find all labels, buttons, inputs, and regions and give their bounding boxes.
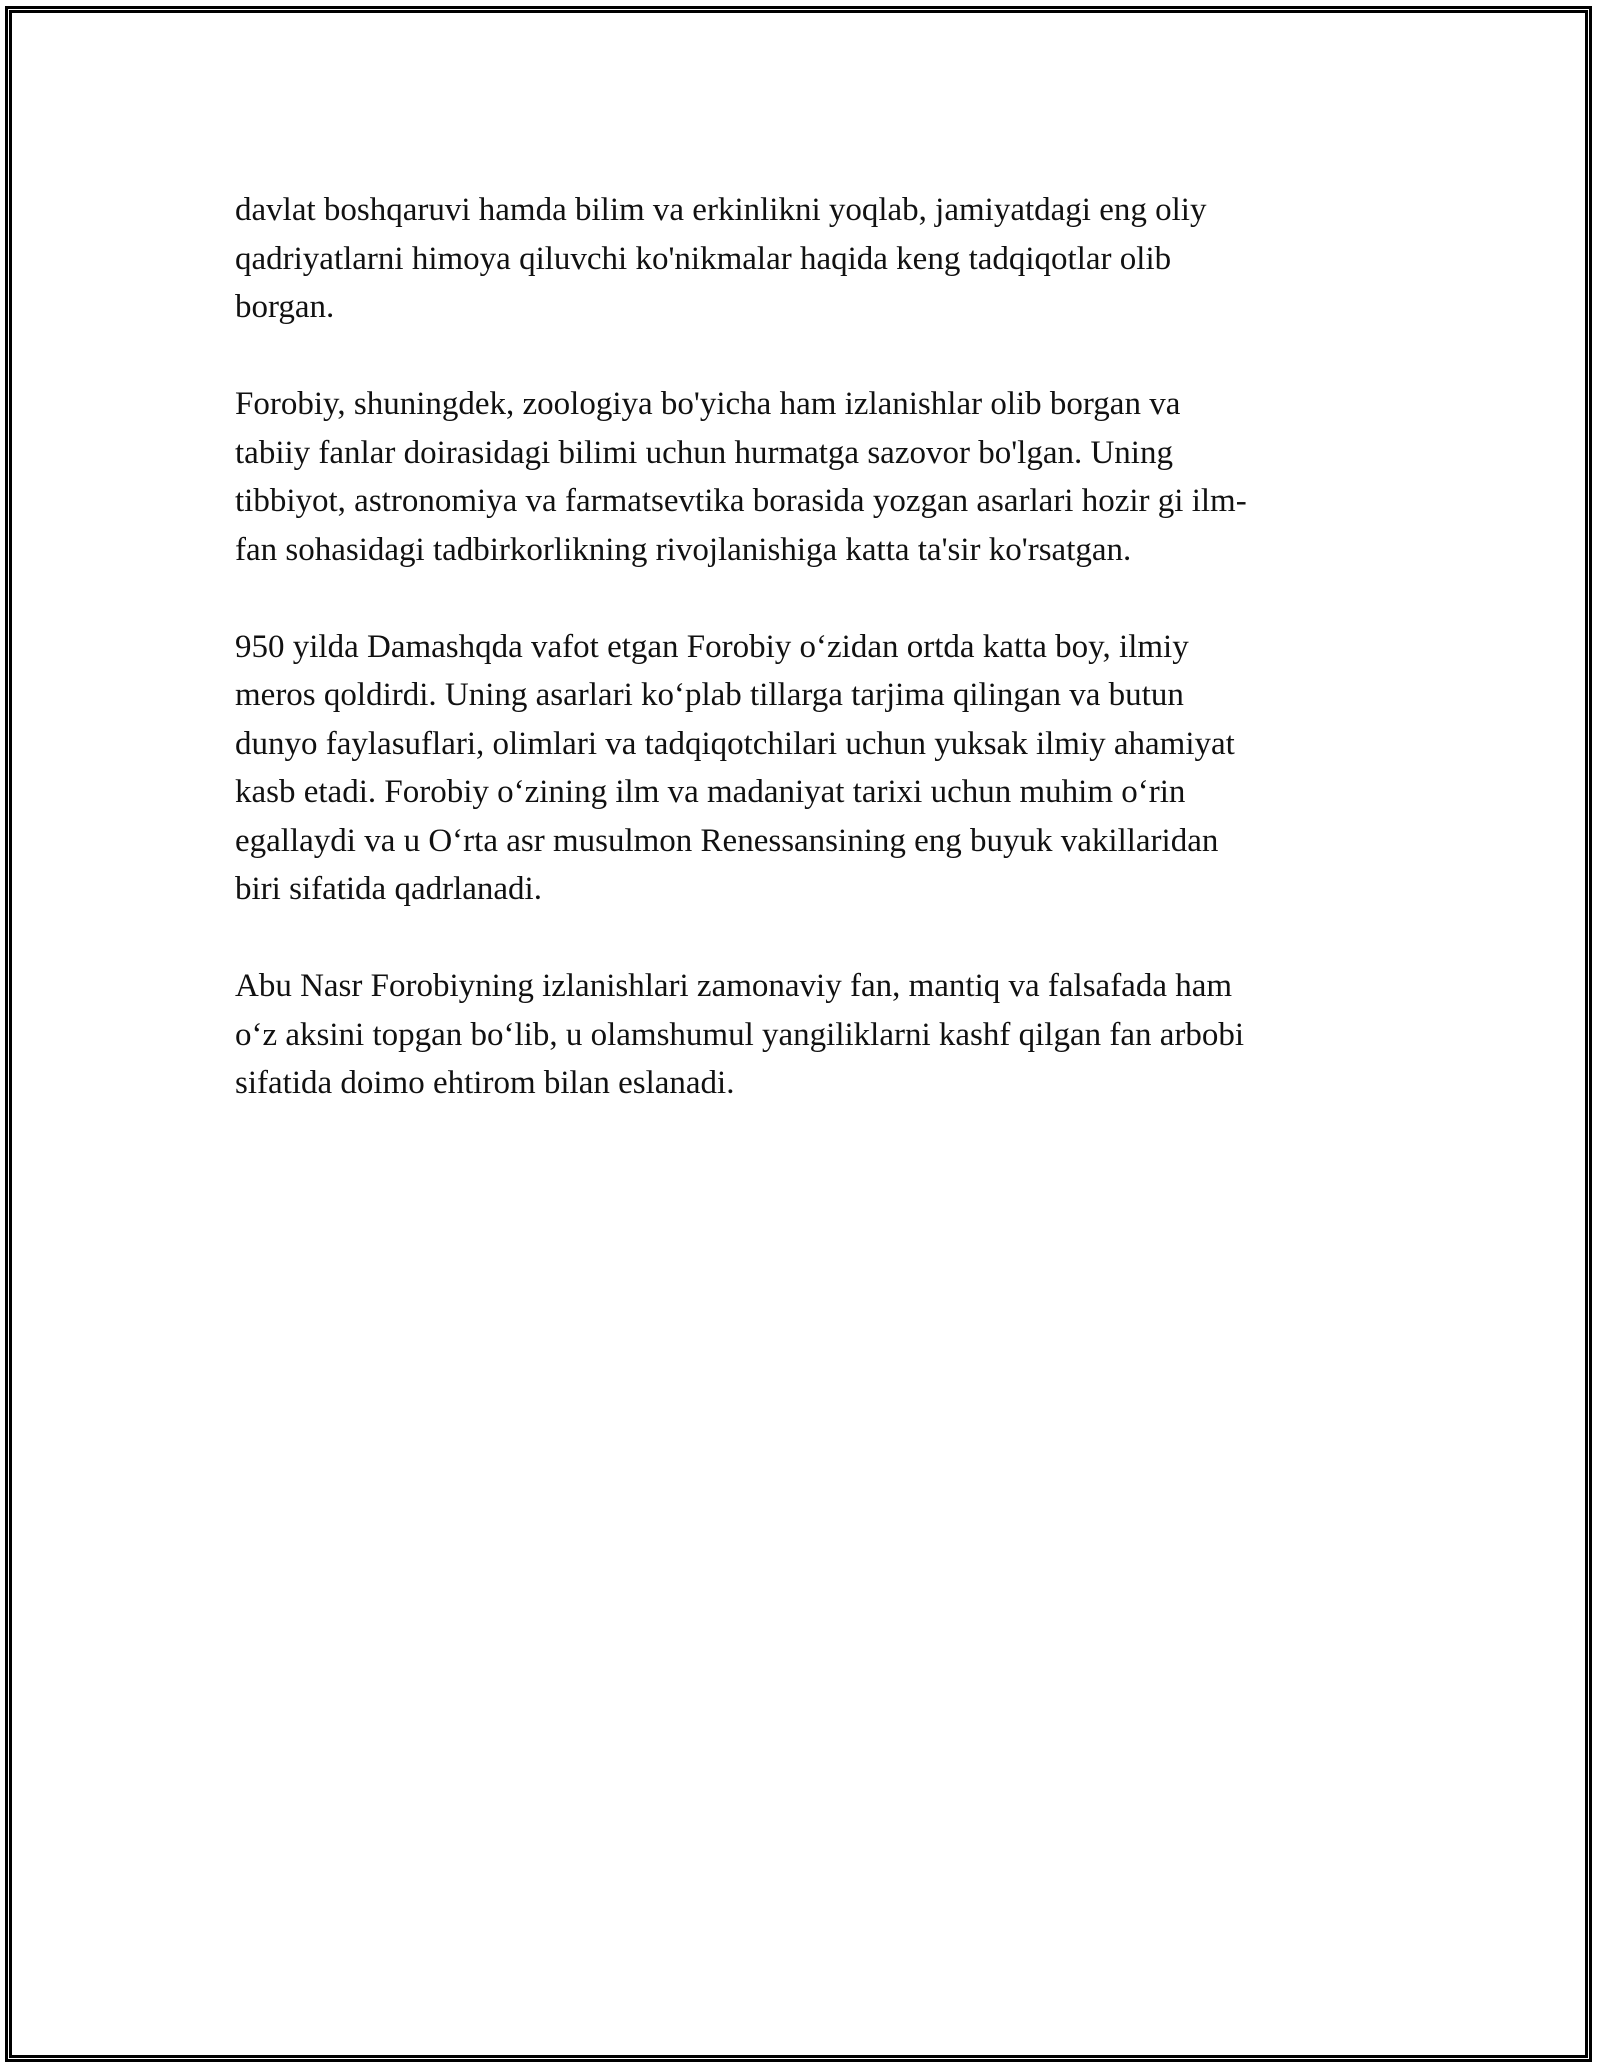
paragraph-3: 950 yilda Damashqda vafot etgan Forobiy o‘zidan ortda katta boy, ilmiy meros qoldirdi. Uning asarlari ko‘plab tillarga tarjima qilingan va butun dunyo faylasuflari, olimlari va tadqiqotchilari uchun yuksak ilmiy ahamiyat kasb etadi. Forobiy o‘zining ilm va madaniyat tarixi uchun muhim o‘rin egallaydi va u O‘rta asr musulmon Renessansining eng buyuk vakillaridan biri sifatida qadrlanadi.	[235, 628, 1235, 907]
paragraph-1: davlat boshqaruvi hamda bilim va erkinlikni yoqlab, jamiyatdagi eng oliy qadriyatlarni himoya qiluvchi ko'nikmalar haqida keng tadqiqotlar olib borgan.	[235, 192, 1207, 325]
paragraph-4: Abu Nasr Forobiyning izlanishlari zamonaviy fan, mantiq va falsafada ham o‘z aksini topgan bo‘lib, u olamshumul yangiliklarni kashf qilgan fan arbobi sifatida doimo ehtirom bilan eslanadi.	[235, 968, 1245, 1101]
paragraph-2: Forobiy, shuningdek, zoologiya bo'yicha ham izlanishlar olib borgan va tabiiy fanlar doirasidagi bilimi uchun hurmatga sazovor bo'lgan. Uning tibbiyot, astronomiya va farmatsevtika borasida yozgan asarlari hozir gi ilm- fan sohasidagi tadbirkorlikning rivojlanishiga katta ta'sir ko'rsatgan.	[235, 386, 1247, 568]
document-body	[235, 186, 1365, 1156]
